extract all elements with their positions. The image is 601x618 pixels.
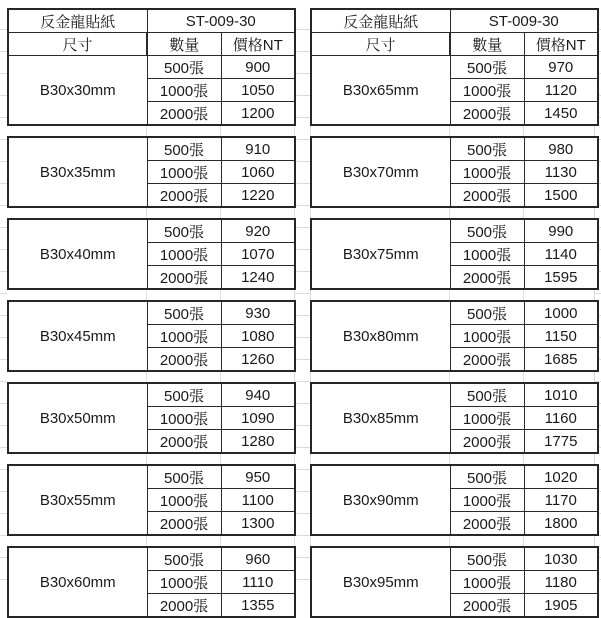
quantity-cell: 500張 xyxy=(147,547,221,571)
price-column-left xyxy=(7,8,295,618)
price-cell: 1000 xyxy=(524,301,598,325)
quantity-cell: 500張 xyxy=(147,56,221,79)
quantity-cell: 500張 xyxy=(450,465,524,489)
size-cell: B30x75mm xyxy=(311,219,450,289)
quantity-cell: 500張 xyxy=(450,219,524,243)
price-cell: 910 xyxy=(221,137,295,161)
size-header-cell: 尺寸 xyxy=(8,33,147,56)
price-table xyxy=(7,218,296,290)
price-table xyxy=(7,382,296,454)
quantity-cell: 2000張 xyxy=(450,266,524,290)
price-cell: 1240 xyxy=(221,266,295,290)
price-cell: 1130 xyxy=(524,161,598,184)
price-table xyxy=(310,136,599,208)
product-name-cell: 反金龍貼紙 xyxy=(311,9,450,33)
quantity-cell: 2000張 xyxy=(450,348,524,372)
qty-header-cell: 數量 xyxy=(147,33,221,56)
quantity-cell: 1000張 xyxy=(450,243,524,266)
price-column-right xyxy=(310,8,598,618)
quantity-cell: 500張 xyxy=(147,137,221,161)
quantity-cell: 2000張 xyxy=(147,430,221,454)
quantity-cell: 1000張 xyxy=(147,325,221,348)
price-cell: 1775 xyxy=(524,430,598,454)
price-cell: 1170 xyxy=(524,489,598,512)
price-cell: 940 xyxy=(221,383,295,407)
price-cell: 1030 xyxy=(524,547,598,571)
quantity-cell: 500張 xyxy=(450,137,524,161)
price-cell: 1110 xyxy=(221,571,295,594)
quantity-cell: 500張 xyxy=(450,383,524,407)
price-cell: 1060 xyxy=(221,161,295,184)
quantity-cell: 1000張 xyxy=(147,161,221,184)
price-cell: 930 xyxy=(221,301,295,325)
quantity-cell: 500張 xyxy=(147,383,221,407)
quantity-cell: 500張 xyxy=(147,301,221,325)
quantity-cell: 1000張 xyxy=(450,325,524,348)
price-table xyxy=(7,546,296,618)
price-cell: 1355 xyxy=(221,594,295,618)
price-table xyxy=(310,546,599,618)
price-cell: 960 xyxy=(221,547,295,571)
price-table xyxy=(310,8,599,126)
price-cell: 1090 xyxy=(221,407,295,430)
price-cell: 1010 xyxy=(524,383,598,407)
product-code-cell: ST-009-30 xyxy=(147,9,295,33)
size-cell: B30x95mm xyxy=(311,547,450,617)
price-cell: 1070 xyxy=(221,243,295,266)
quantity-cell: 2000張 xyxy=(147,348,221,372)
quantity-cell: 1000張 xyxy=(147,243,221,266)
price-table xyxy=(7,8,296,126)
size-cell: B30x35mm xyxy=(8,137,147,207)
price-table xyxy=(310,218,599,290)
quantity-cell: 1000張 xyxy=(450,571,524,594)
price-cell: 970 xyxy=(524,56,598,79)
price-cell: 950 xyxy=(221,465,295,489)
size-cell: B30x60mm xyxy=(8,547,147,617)
price-header-cell: 價格NT xyxy=(524,33,598,56)
size-cell: B30x55mm xyxy=(8,465,147,535)
size-cell: B30x30mm xyxy=(8,56,147,126)
price-table xyxy=(310,382,599,454)
price-cell: 1905 xyxy=(524,594,598,618)
price-cell: 1450 xyxy=(524,102,598,126)
price-table xyxy=(7,300,296,372)
quantity-cell: 2000張 xyxy=(450,430,524,454)
quantity-cell: 2000張 xyxy=(147,184,221,208)
price-cell: 980 xyxy=(524,137,598,161)
price-cell: 920 xyxy=(221,219,295,243)
quantity-cell: 1000張 xyxy=(450,407,524,430)
quantity-cell: 1000張 xyxy=(147,489,221,512)
price-table xyxy=(310,464,599,536)
price-cell: 1500 xyxy=(524,184,598,208)
size-cell: B30x45mm xyxy=(8,301,147,371)
quantity-cell: 1000張 xyxy=(450,489,524,512)
quantity-cell: 500張 xyxy=(450,547,524,571)
quantity-cell: 2000張 xyxy=(147,594,221,618)
price-table xyxy=(7,136,296,208)
price-cell: 990 xyxy=(524,219,598,243)
quantity-cell: 1000張 xyxy=(450,79,524,102)
quantity-cell: 2000張 xyxy=(450,594,524,618)
price-cell: 1280 xyxy=(221,430,295,454)
size-cell: B30x50mm xyxy=(8,383,147,453)
price-table xyxy=(310,300,599,372)
quantity-cell: 500張 xyxy=(147,219,221,243)
size-cell: B30x40mm xyxy=(8,219,147,289)
quantity-cell: 2000張 xyxy=(450,512,524,536)
size-cell: B30x85mm xyxy=(311,383,450,453)
price-cell: 1595 xyxy=(524,266,598,290)
gridline-strip-left xyxy=(0,8,7,600)
price-cell: 1150 xyxy=(524,325,598,348)
quantity-cell: 2000張 xyxy=(450,184,524,208)
price-cell: 1080 xyxy=(221,325,295,348)
price-cell: 1220 xyxy=(221,184,295,208)
price-cell: 1260 xyxy=(221,348,295,372)
product-code-cell: ST-009-30 xyxy=(450,9,598,33)
quantity-cell: 500張 xyxy=(450,56,524,79)
qty-header-cell: 數量 xyxy=(450,33,524,56)
price-cell: 1800 xyxy=(524,512,598,536)
quantity-cell: 2000張 xyxy=(147,512,221,536)
price-cell: 1050 xyxy=(221,79,295,102)
price-cell: 1100 xyxy=(221,489,295,512)
price-cell: 1300 xyxy=(221,512,295,536)
quantity-cell: 2000張 xyxy=(147,266,221,290)
price-cell: 1685 xyxy=(524,348,598,372)
size-cell: B30x65mm xyxy=(311,56,450,126)
quantity-cell: 500張 xyxy=(450,301,524,325)
size-cell: B30x80mm xyxy=(311,301,450,371)
quantity-cell: 1000張 xyxy=(147,407,221,430)
quantity-cell: 2000張 xyxy=(450,102,524,126)
quantity-cell: 2000張 xyxy=(147,102,221,126)
product-name-cell: 反金龍貼紙 xyxy=(8,9,147,33)
quantity-cell: 1000張 xyxy=(147,79,221,102)
quantity-cell: 1000張 xyxy=(147,571,221,594)
price-cell: 900 xyxy=(221,56,295,79)
size-cell: B30x90mm xyxy=(311,465,450,535)
price-cell: 1020 xyxy=(524,465,598,489)
price-cell: 1140 xyxy=(524,243,598,266)
price-table xyxy=(7,464,296,536)
size-cell: B30x70mm xyxy=(311,137,450,207)
price-cell: 1160 xyxy=(524,407,598,430)
price-cell: 1120 xyxy=(524,79,598,102)
gridline-strip-middle xyxy=(294,8,311,600)
price-cell: 1180 xyxy=(524,571,598,594)
size-header-cell: 尺寸 xyxy=(311,33,450,56)
price-cell: 1200 xyxy=(221,102,295,126)
quantity-cell: 1000張 xyxy=(450,161,524,184)
quantity-cell: 500張 xyxy=(147,465,221,489)
price-header-cell: 價格NT xyxy=(221,33,295,56)
